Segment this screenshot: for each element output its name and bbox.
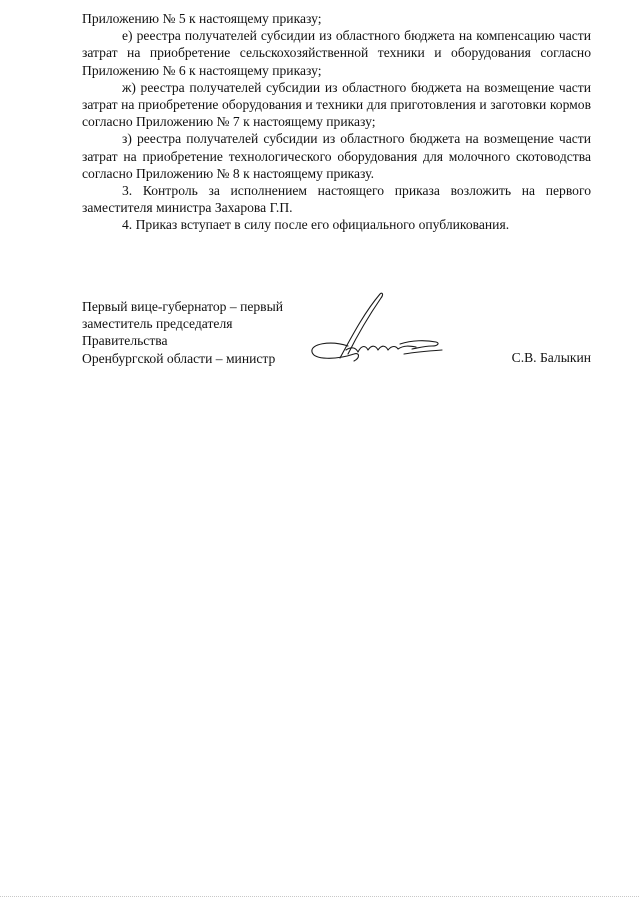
- position-line: заместитель председателя: [82, 316, 233, 332]
- position-line: Правительства: [82, 333, 168, 349]
- paragraph-effective-clause: 4. Приказ вступает в силу после его официального опубликования.: [122, 217, 510, 233]
- signer-name: С.В. Балыкин: [511, 350, 591, 365]
- paragraph-item-z: з) реестра получателей субсидии из областного бюджета на возмещение части затрат на приобретение технологического оборудования для молочного скотоводства согласно Приложению № 8 к настоящему приказу.: [82, 131, 591, 181]
- paragraph-appendix-5-tail: Приложению № 5 к настоящему приказу;: [82, 11, 322, 26]
- paragraph-item-zh: ж) реестра получателей субсидии из областного бюджета на возмещение части затрат на приобретение оборудования и техники для приготовления и заготовки кормов согласно Приложению № 7 к настоящему приказу;: [82, 79, 591, 130]
- position-line: Первый вице-губернатор – первый: [82, 299, 283, 314]
- order-body-text: [82, 10, 591, 234]
- position-line: Оренбургской области – министр: [82, 350, 276, 366]
- paragraph-item-e: е) реестра получателей субсидии из областного бюджета на компенсацию части затрат на приобретение сельскохозяйственной техники и оборудования согласно Приложению № 6 к настоящему приказу;: [82, 28, 591, 78]
- signatory-position: [82, 298, 283, 367]
- handwritten-signature-icon: [300, 288, 450, 373]
- footer-divider: [0, 896, 639, 897]
- paragraph-control-clause: 3. Контроль за исполнением настоящего приказа возложить на первого заместителя министра Захарова Г.П.: [82, 183, 591, 216]
